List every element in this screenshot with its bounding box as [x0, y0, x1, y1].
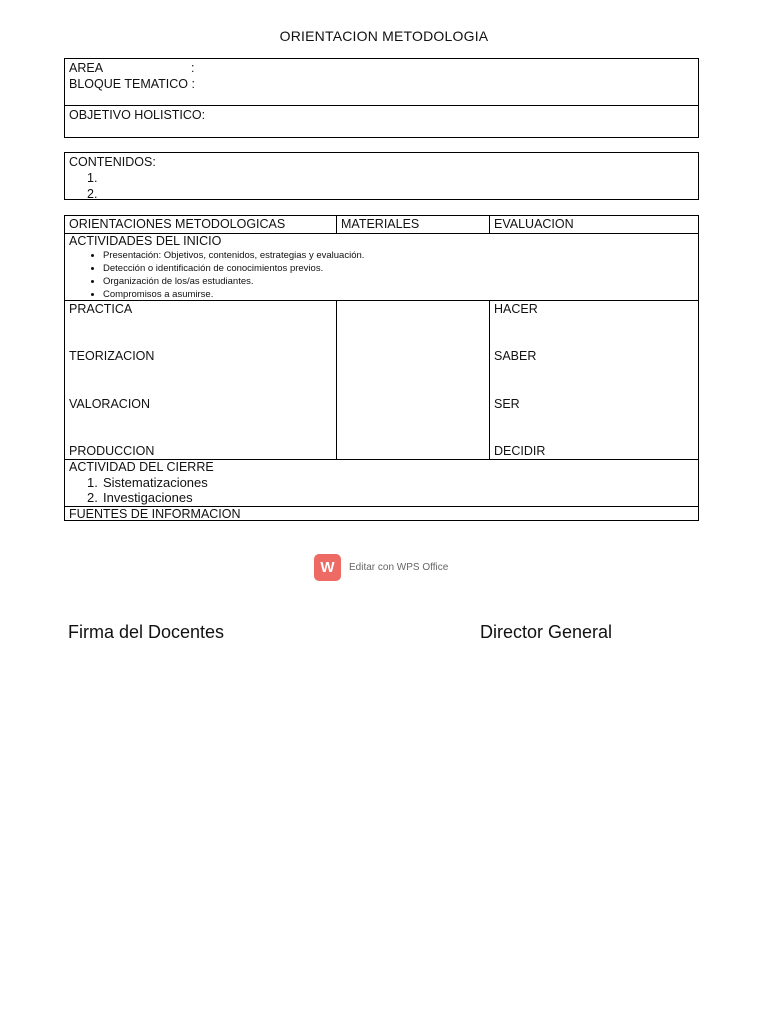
wps-logo-icon: W [314, 554, 341, 581]
cierre-list [69, 475, 694, 505]
actividad-cierre-row [65, 460, 698, 507]
dimension-saber: SABER [494, 349, 537, 364]
col-evaluacion: EVALUACION [494, 217, 574, 231]
contenidos-list [69, 170, 694, 202]
momento-practica: PRACTICA [69, 302, 133, 316]
dimension-hacer: HACER [494, 302, 538, 316]
actividades-inicio-row [65, 234, 698, 301]
desarrollo-row [65, 301, 698, 460]
contenidos-label: CONTENIDOS: [69, 155, 156, 169]
list-item: 2. [87, 187, 98, 201]
list-item: 1. [87, 171, 98, 185]
list-item: 2. Investigaciones [87, 490, 193, 505]
header-box [64, 58, 699, 138]
wps-edit-text: Editar con WPS Office [349, 562, 449, 573]
col-materiales: MATERIALES [337, 216, 490, 233]
dimension-ser: SER [494, 396, 520, 411]
methodology-table [64, 215, 699, 521]
cierre-label: ACTIVIDAD DEL CIERRE [69, 460, 214, 474]
momentos-column [65, 301, 337, 459]
list-item: • Compromisos a asumirse. [103, 288, 694, 301]
materiales-column [337, 301, 490, 459]
wps-edit-link[interactable] [314, 554, 448, 581]
firma-docentes: Firma del Docentes [68, 622, 225, 642]
inicio-label: ACTIVIDADES DEL INICIO [69, 234, 222, 248]
momento-teorizacion: TEORIZACION [69, 349, 155, 364]
bloque-tematico-label: BLOQUE TEMATICO : [69, 77, 195, 91]
evaluacion-column [490, 301, 698, 459]
fuentes-informacion-row: FUENTES DE INFORMACION [69, 507, 241, 521]
list-item: • Organización de los/as estudiantes. [103, 275, 694, 288]
list-item: 1. Sistematizaciones [87, 475, 208, 490]
momento-produccion: PRODUCCION [69, 443, 155, 458]
area-bloque-row [65, 59, 698, 106]
page-title: ORIENTACION METODOLOGIA [279, 28, 489, 44]
inicio-bullets [69, 249, 694, 301]
list-item: • Presentación: Objetivos, contenidos, estrategias y evaluación. [103, 249, 694, 262]
col-orientaciones: ORIENTACIONES METODOLOGICAS [65, 216, 337, 233]
area-colon: : [191, 61, 195, 75]
list-item: • Detección o identificación de conocimientos previos. [103, 262, 694, 275]
dimension-decidir: DECIDIR [494, 443, 546, 458]
objetivo-holistico-label: OBJETIVO HOLISTICO: [69, 108, 206, 122]
table-header-row [65, 216, 698, 234]
momento-valoracion: VALORACION [69, 396, 151, 411]
area-label: AREA [69, 61, 104, 75]
director-general: Director General [480, 622, 613, 642]
contenidos-box [64, 152, 699, 200]
